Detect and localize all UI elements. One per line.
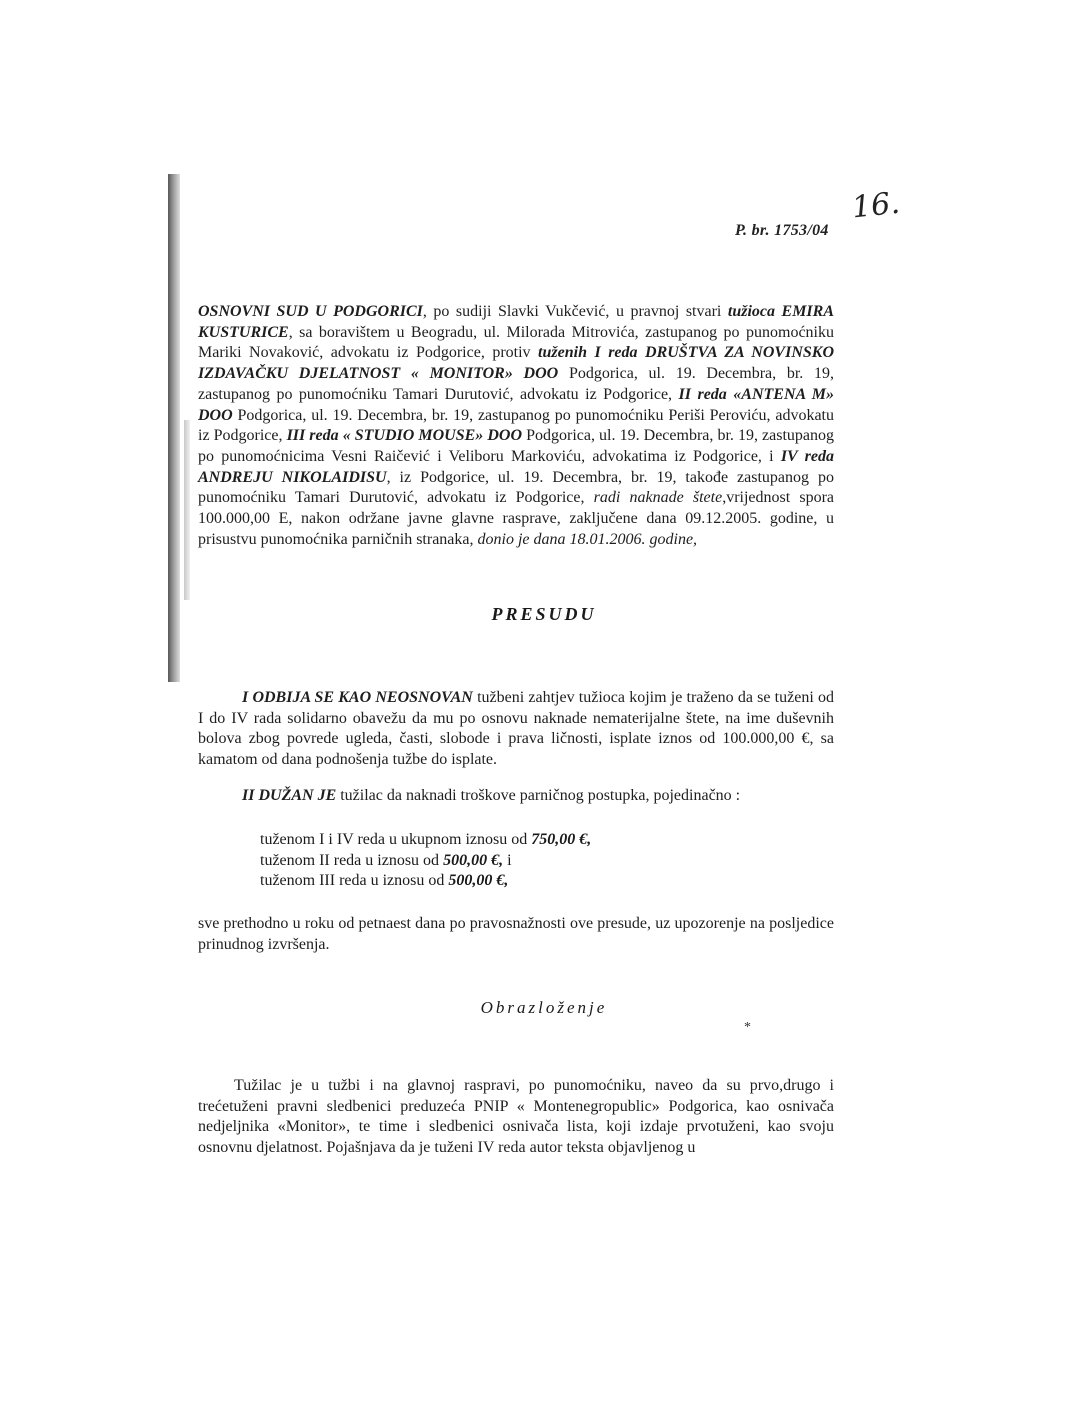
intro-text: Podgorica, ul. 19. Decembra, br. 19, zastupanog po punomoćniku Tamari Durutović, advokatu iz Podgorice, <box>198 365 835 403</box>
plaintiff-name: EMIRA KUSTURICE <box>198 303 834 341</box>
point-2-text: tužilac da naknadi troškove parničnog postupka, pojedinačno : <box>336 787 741 804</box>
costs-list <box>260 830 591 892</box>
intro-text: , po sudiji Slavki Vukčević, u pravnoj stvari <box>422 303 728 320</box>
intro-text: Podgorica, ul. 19. Decembra, br. 19, zastupanog po punomoćnicima Vesni Raičević i Veliboru Markoviću, advokatima iz Podgorice, i <box>198 427 835 465</box>
point-1-lead: I ODBIJA SE KAO NEOSNOVAN <box>242 689 473 706</box>
cost-item <box>260 851 591 872</box>
handwritten-page-number: 16. <box>850 185 902 226</box>
cost-amount: 750,00 €, <box>531 831 592 848</box>
cost-amount: 500,00 €, <box>448 872 509 890</box>
cost-text: tuženom II reda u iznosu od <box>260 851 444 869</box>
cost-amount: 500,00 €, <box>443 851 504 869</box>
reasoning-paragraph: Tužilac je u tužbi i na glavnoj raspravi, po punomoćniku, naveo da su prvo,drugo i trećetuženi pravni sledbenici preduzeća PNIP « Montenegropublic» Podgorica, kao osnivača nedjeljnika «Monitor», te time i sledbenici osnivača lista, koji izdaje prvotuženi, kao svoju osnovnu djelatnost. Pojašnjava da je tuženi IV reda autor teksta objavljenog u <box>198 1077 834 1157</box>
verdict-point-1 <box>198 688 834 771</box>
cost-tail: i <box>503 851 512 869</box>
scan-shadow <box>184 420 190 600</box>
defendant-1: tuženih I reda DRUŠTVA ZA NOVINSKO IZDAVAČKU DJELATNOST « MONITOR» DOO <box>198 344 834 383</box>
closing-paragraph: sve prethodno u roku od petnaest dana po pravosnažnosti ove presude, uz upozorenje na posljedice prinudnog izvršenja. <box>198 915 834 953</box>
intro-text: Podgorica, ul. 19. Decembra, br. 19, zastupanog po punomoćniku Periši Peroviću, advokatu iz Podgorice, <box>198 406 834 445</box>
defendant-2: II reda «ANTENA M» DOO <box>198 385 835 424</box>
cost-text: tuženom III reda u iznosu od <box>260 872 449 890</box>
decision-date: donio je dana 18.01.2006. godine, <box>477 530 698 548</box>
point-1-text: tužbeni zahtjev tužioca kojim je traženo da se tuženi od I do IV rada solidarno obavežu da mu po osnovu naknade nematerijalne štete, na ime duševnih bolova zbog povrede ugleda, časti, slobode i prava ličnosti, isplate iznos od 100.000,00 €, sa kamatom od dana podnošenja tužbe do isplate. <box>198 689 834 769</box>
cost-item <box>260 871 591 892</box>
cost-item <box>260 830 591 851</box>
intro-paragraph <box>198 302 834 550</box>
asterisk-mark: * <box>744 1020 751 1035</box>
defendant-3: III reda « STUDIO MOUSE» DOO <box>286 427 523 445</box>
court-name: OSNOVNI SUD U PODGORICI <box>198 303 423 320</box>
point-2-lead: II DUŽAN JE <box>242 787 337 804</box>
reasoning-title: Obrazloženje <box>480 998 608 1017</box>
defendant-4: IV reda ANDREJU NIKOLAIDISU <box>198 447 834 486</box>
verdict-title: PRESUDU <box>491 604 597 624</box>
cost-text: tuženom I i IV reda u ukupnom iznosu od <box>260 831 532 848</box>
verdict-point-2 <box>198 786 834 807</box>
case-number: P. br. 1753/04 <box>735 222 829 239</box>
intro-text: , iz Podgorice, ul. 19. Decembra, br. 19, takođe zastupanog po punomoćniku Tamari Durutović, advokatu iz Podgorice, <box>198 468 835 507</box>
tuzioca-label: tužioca <box>727 303 776 320</box>
intro-text: , sa boravištem u Beogradu, ul. Milorada Mitrovića, zastupanog po punomoćniku Mariki Novaković, advokatu iz Podgorice, protiv <box>198 323 834 362</box>
intro-text: ,vrijednost spora 100.000,00 E, nakon održane javne glavne rasprave, zaključene dana 09.12.2005. godine, u prisustvu punomoćnika parničnih stranaka, <box>198 489 834 548</box>
claim-reason: radi naknade štete <box>593 489 723 507</box>
